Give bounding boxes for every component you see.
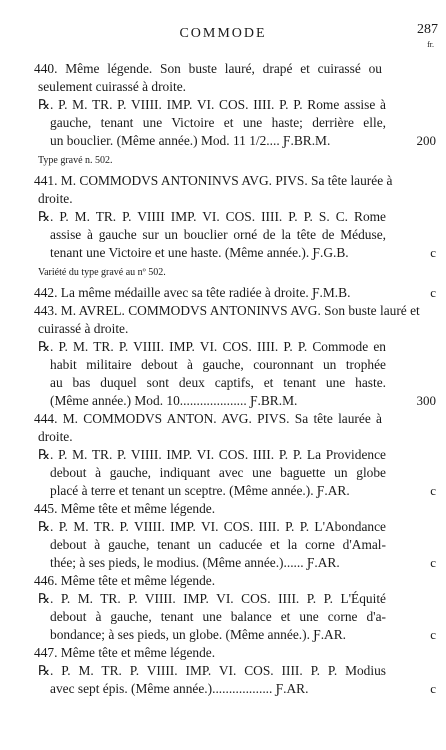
reverse-text-line: habit militaire debout à gauche, couronnant un trophée (50, 357, 386, 372)
page-number: 287 (417, 22, 438, 37)
reverse-text-line: ℞. P. M. TR. P. VIIII. IMP. VI. COS. IIII. P. P. Commode en (38, 339, 386, 354)
reverse-text-line: debout à gauche, tenant une balance et une corne d'a- (50, 609, 386, 624)
running-title: COMMODE (179, 26, 267, 41)
reverse-text-line: (Même année.) Mod. 10.................... Ƒ.BR.M. (50, 393, 298, 408)
entry-text-line: 443. M. AVREL. COMMODVS ANTONINVS AVG. Son buste lauré et (34, 303, 420, 318)
entry-text-line: 442. La même médaille avec sa tête radiée à droite. Ƒ.M.B. (34, 285, 351, 300)
reverse-text-line: debout à gauche, tenant un caducée et la corne d'Amal- (50, 537, 386, 552)
entry-text-line: seulement cuirassé à droite. (38, 79, 186, 94)
reverse-text-line: bondance; à ses pieds, un globe. (Même année.). Ƒ.AR. (50, 627, 347, 642)
reverse-text-line: debout à gauche, indiquant avec une baguette un globe (50, 465, 386, 480)
entry-446 (0, 572, 446, 644)
entry-440 (0, 60, 446, 172)
reverse-text-line: ℞. P. M. TR. P. VIIII. IMP. VI. COS. IIII. P. P. Rome assise à (38, 97, 386, 112)
reverse-text-line: avec sept épis. (Même année.).................. Ƒ.AR. (50, 681, 309, 696)
reverse-text-line: au bas duquel sont deux captifs, et tenant une haste. (50, 375, 386, 390)
page-header (0, 22, 446, 50)
entry-445 (0, 500, 446, 572)
reverse-text-line: placé à terre et tenant un sceptre. (Même année.). Ƒ.AR. (50, 483, 350, 498)
reverse-text-line: tenant une Victoire et une haste. (Même année.). Ƒ.G.B. (50, 245, 349, 260)
entry-value: 300 (416, 393, 436, 408)
reverse-text-line: ℞. P. M. TR. P. VIIII. IMP. VI. COS. IIII. P. P. La Providence (38, 447, 386, 462)
entry-value: 200 (416, 133, 436, 148)
entry-text-line: 440. Même légende. Son buste lauré, drapé et cuirassé ou (34, 61, 382, 76)
entry-text-line: 447. Même tête et même légende. (34, 645, 216, 660)
entry-value: c (430, 483, 436, 498)
type-note: Variété du type gravé au nº 502. (38, 267, 166, 278)
entry-value: c (430, 555, 436, 570)
reverse-text-line: ℞. P. M. TR. P. VIIII IMP. VI. COS. IIII. P. P. S. C. Rome (38, 209, 386, 224)
entry-442 (0, 284, 446, 302)
entry-value: c (430, 285, 436, 300)
entry-text-line: 441. M. COMMODVS ANTONINVS AVG. PIVS. Sa tête laurée à (34, 173, 393, 188)
entry-443 (0, 302, 446, 410)
entry-447 (0, 644, 446, 698)
reverse-text-line: ℞. P. M. TR. P. VIIII. IMP. VI. COS. IIII. P. P. L'Abondance (38, 519, 386, 534)
entry-value: c (430, 627, 436, 642)
entry-value: c (430, 245, 436, 260)
catalogue-entries (0, 60, 446, 698)
entry-text-line: 445. Même tête et même légende. (34, 501, 216, 516)
entry-value: c (430, 681, 436, 696)
reverse-text-line: ℞. P. M. TR. P. VIIII. IMP. VI. COS. IIII. P. P. L'Équité (38, 591, 386, 606)
entry-441 (0, 172, 446, 284)
reverse-text-line: un bouclier. (Même année.) Mod. 11 1/2.... Ƒ.BR.M. (50, 133, 331, 148)
entry-text-line: 444. M. COMMODVS ANTON. AVG. PIVS. Sa tête laurée à (34, 411, 382, 426)
reverse-text-line: gauche, tenant une Victoire et une haste; derrière elle, (50, 115, 386, 130)
entry-text-line: droite. (38, 191, 73, 206)
entry-text-line: 446. Même tête et même légende. (34, 573, 216, 588)
reverse-text-line: thée; à ses pieds, le modius. (Même année.)...... Ƒ.AR. (50, 555, 340, 570)
type-note: Type gravé n. 502. (38, 155, 113, 166)
currency-unit: fr. (427, 40, 434, 49)
entry-444 (0, 410, 446, 500)
entry-text-line: droite. (38, 429, 73, 444)
reverse-text-line: ℞. P. M. TR. P. VIIII. IMP. VI. COS. IIII. P. P. Modius (38, 663, 386, 678)
reverse-text-line: assise à gauche sur un bouclier orné de la tête de Méduse, (50, 227, 386, 242)
entry-text-line: cuirassé à droite. (38, 321, 129, 336)
